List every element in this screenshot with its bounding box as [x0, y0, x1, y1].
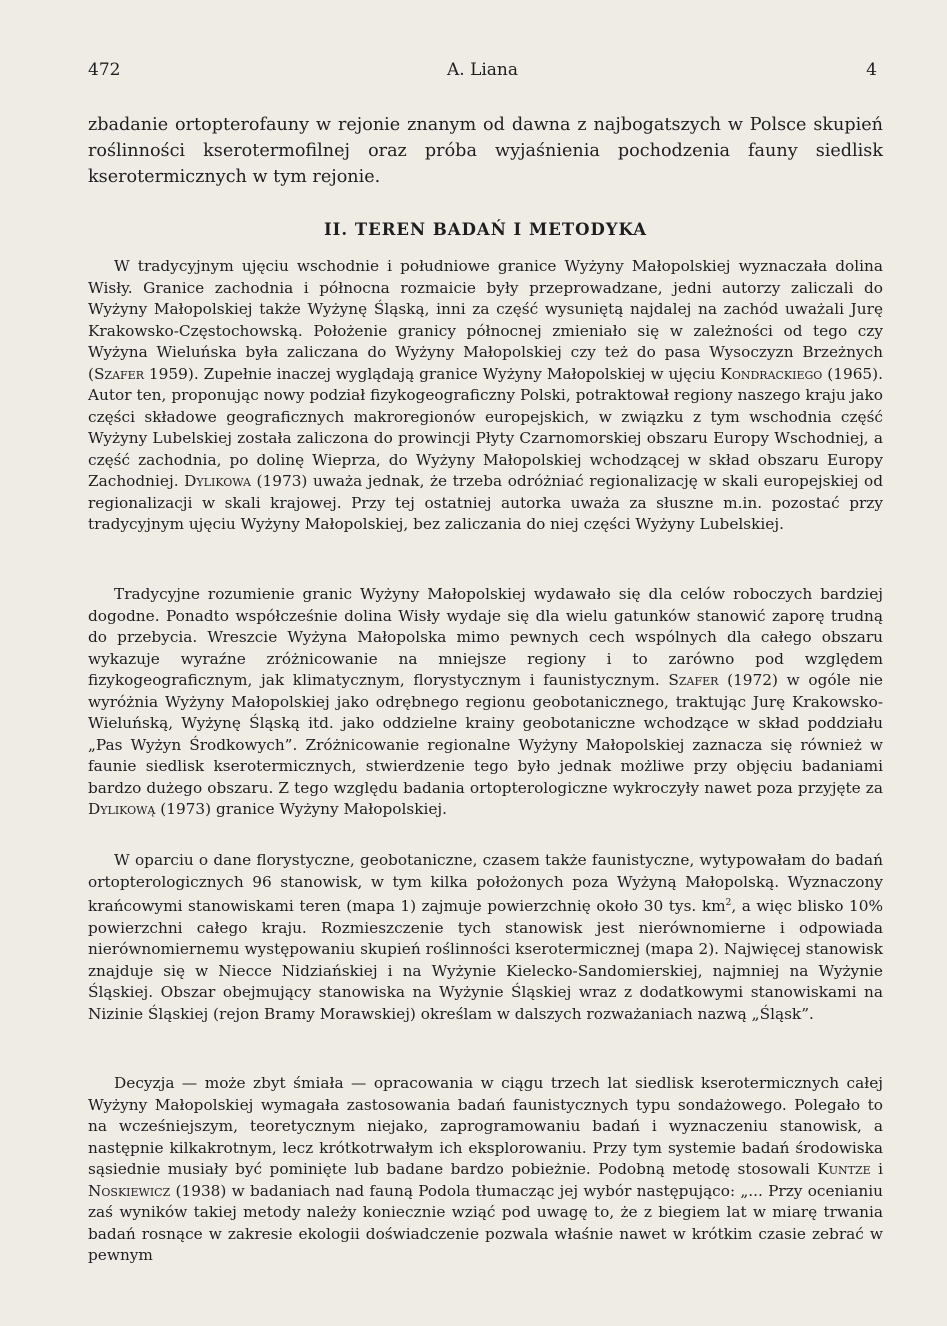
text-run: (1973) uważa jednak, że trzeba odróżniać regionalizację w skali europejskiej od regionalizacji w skali krajowej. Przy tej ostatniej autorka uważa za słuszne m.in. pozostać przy tradycyjnym ujęciu Wyżyny Małopolskiej, bez zaliczania do niej części Wyżyny Lubelskiej.: [88, 472, 883, 533]
paragraph-methods: [88, 1073, 883, 1267]
author-citation: Szafer: [668, 671, 719, 689]
author-citation: Kondrackiego: [720, 364, 823, 383]
running-head-number: 4: [866, 60, 877, 80]
text-run: 1959). Zupełnie inaczej wyglądają granice Wyżyny Małopolskiej w ujęciu: [143, 364, 721, 383]
section-title: II. TEREN BADAŃ I METODYKA: [323, 220, 648, 239]
text-run: , a więc blisko 10% powierzchni całego kraju. Rozmieszczenie tych stanowisk jest nierównomierne i odpowiada nierównomiernemu występowaniu skupień roślinności kserotermicznej (mapa 2). Najwięcej stanowisk znajduje się w Niecce Nidziańskiej i na Wyżynie Kielecko-Sandomierskiej, najmniej na Wyżynie Śląskiej. Obszar obejmujący stanowiska na Wyżynie Śląskiej wraz z dodatkowymi stanowiskami na Nizinie Śląskiej (rejon Bramy Morawskiej) określam w dalszych rozważaniach nazwą „Śląsk”.: [88, 897, 884, 1023]
superscript: 2: [725, 898, 732, 908]
author-citation: Dylikowa: [184, 472, 251, 490]
running-head-author: A. Liana: [446, 60, 519, 80]
paragraph-boundaries: [88, 256, 883, 536]
text-run: W tradycyjnym ujęciu wschodnie i południowe granice Wyżyny Małopolskiej wyznaczała dolina Wisły. Granice zachodnia i północna rozmaicie były przeprowadzane, jedni autorzy zaliczali do Wyżyny Małopolskiej także Wyżynę Śląską, inni za część wysuniętą najdalej na zachód uważali Jurę Krakowsko-Częstochowską. Położenie granicy północnej zmieniało się w zależności od tego czy Wyżyna Wieluńska była zaliczana do Wyżyny Małopolskiej czy też do pasa Wysoczyzn Brzeżnych (: [88, 257, 883, 383]
text-run: (1973) granice Wyżyny Małopolskiej.: [155, 800, 448, 818]
author-citation: Kuntze: [817, 1160, 871, 1178]
text-run: (1965). Autor ten, proponując nowy podział fizykogeograficzny Polski, potraktował regiony naszego kraju jako części składowe geograficznych makroregionów europejskich, w związku z tym wschodnia część Wyżyny Lubelskiej została zaliczona do prowincji Płyty Czarnomorskiej obszaru Europy Wschodniej, a część zachodnia, po dolinę Wieprza, do Wyżyny Małopolskiej wchodzącej w skład obszaru Europy Zachodniej.: [88, 364, 883, 490]
text-run: (1938) w badaniach nad fauną Podola tłumacząc jej wybór następująco: „... Przy ocenianiu zaś wyników takiej metody należy koniecznie wziąć pod uwagę to, że z biegiem lat w miarę trwania badań rosnące w zakresie ekologii doświadczenie pozwala właśnie nawet w krótkim czasie zebrać w pewnym: [88, 1181, 883, 1264]
text-run: W oparciu o dane florystyczne, geobotaniczne, czasem także faunistyczne, wytypowałam do badań ortopterologicznych 96 stanowisk, w tym kilka położonych poza Wyżyną Małopolską. Wyznaczony krańcowymi stanowiskami teren (mapa 1) zajmuje powierzchnię około 30 tys. km: [88, 851, 883, 916]
text-run: (1972) w ogóle nie wyróżnia Wyżyny Małopolskiej jako odrębnego regionu geobotanicznego, traktując Jurę Krakowsko-Wieluńską, Wyżynę Śląską itd. jako oddzielne krainy geobotaniczne wchodzące w skład poddziału „Pas Wyżyn Środkowych”. Zróżnicowanie regionalne Wyżyny Małopolskiej zaznacza się również w faunie siedlisk kserotermicznych, stwierdzenie tego było jednak możliwe przy objęciu badaniami bardzo dużego obszaru. Z tego względu badania ortopterologiczne wykroczyły nawet poza przyjęte za: [88, 671, 883, 797]
author-citation: Dylikową: [88, 800, 156, 818]
intro-paragraph: zbadanie ortopterofauny w rejonie znanym od dawna z najbogatszych w Polsce skupień roślinności kserotermofilnej oraz próba wyjaśnienia pochodzenia fauny siedlisk kserotermicznych w tym rejonie.: [88, 115, 883, 187]
paragraph-traditional-boundaries: [88, 584, 883, 821]
author-citation: Szafer: [93, 364, 144, 383]
paragraph-study-sites: [88, 850, 883, 1025]
page-number: 472: [88, 60, 121, 80]
text-run: Decyzja — może zbyt śmiała — opracowania w ciągu trzech lat siedlisk kserotermicznych całej Wyżyny Małopolskiej wymagała zastosowania badań faunistycznych typu sondażowego. Polegało to na wcześniejszym, teoretycznym niejako, zaprogramowaniu badań i wyznaczeniu stanowisk, a następnie kilkakrotnym, lecz krótkotrwałym ich eksplorowaniu. Przy tym systemie badań środowiska sąsiednie musiały być pominięte lub badane bardzo pobieżnie. Podobną metodę stosowali: [88, 1074, 883, 1178]
text-run: i: [870, 1160, 883, 1178]
text-run: Tradycyjne rozumienie granic Wyżyny Małopolskiej wydawało się dla celów roboczych bardziej dogodne. Ponadto współcześnie dolina Wisły wydaje się dla wielu gatunków stanowić zaporę trudną do przebycia. Wreszcie Wyżyna Małopolska mimo pewnych cech wspólnych dla całego obszaru wykazuje wyraźne zróżnicowanie na mniejsze regiony i to zarówno pod względem fizykogeograficznym, jak klimatycznym, florystycznym i faunistycznym.: [88, 585, 883, 689]
author-citation: Noskiewicz: [88, 1181, 171, 1200]
running-header: [88, 60, 877, 84]
